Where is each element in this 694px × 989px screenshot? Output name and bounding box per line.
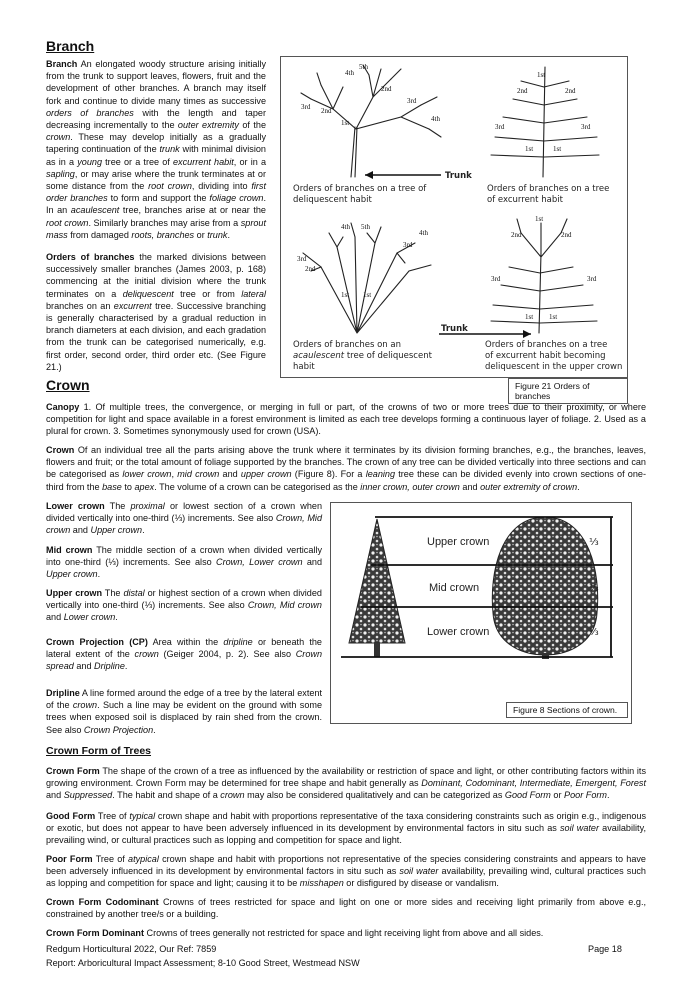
order-label-5th: 5th — [359, 63, 368, 71]
upper-crown-definition: Upper crown The distal or highest section of a crown when divided vertically into one-third (⅓) increments. See also Crown, Mid crown and Lower crown. — [46, 588, 322, 623]
trunk-label-top: Trunk — [445, 171, 472, 181]
svg-text:1st: 1st — [553, 145, 562, 153]
svg-text:2nd: 2nd — [561, 231, 572, 239]
svg-text:2nd: 2nd — [511, 231, 522, 239]
figure-8-caption: Figure 8 Sections of crown. — [506, 702, 628, 718]
svg-text:3rd: 3rd — [491, 275, 501, 283]
svg-text:2nd: 2nd — [517, 87, 528, 95]
acaulescent-caption-line3: habit — [293, 362, 315, 372]
svg-text:1st: 1st — [341, 291, 350, 299]
poor-form-definition: Poor Form Tree of atypical crown shape and habit with proportions not representative of the species considering constraints and appears to have been adversely influenced in its development by environmental factors in situ such as soil water availability, prevailing wind, cultural practices such as lopping and competition for space and light; causing it to be misshapen or disfigured by disease or vandalism. — [46, 854, 646, 889]
acaulescent-tree-drawing — [293, 223, 433, 372]
svg-text:4th: 4th — [419, 229, 428, 237]
deliquescent-caption-line1: Orders of branches on a tree of — [293, 184, 427, 194]
svg-text:3rd: 3rd — [407, 97, 417, 105]
figure-21-caption: Figure 21 Orders of branches — [508, 378, 628, 404]
svg-text:5th: 5th — [361, 223, 370, 231]
lower-crown-label: Lower crown — [427, 626, 490, 638]
svg-text:2nd: 2nd — [305, 265, 316, 273]
excurrent-caption-line1: Orders of branches on a tree — [487, 184, 610, 194]
footer-company: Redgum Horticultural 2022, Our Ref: 7859 — [46, 944, 217, 954]
mid-crown-label: Mid crown — [429, 582, 480, 594]
lower-third-label: ⅓ — [589, 627, 599, 638]
trunk-pointer-bottom — [439, 324, 531, 338]
svg-text:1st: 1st — [525, 313, 534, 321]
order-label-2nd: 2nd — [321, 107, 332, 115]
upper-crown-label: Upper crown — [427, 536, 490, 548]
excurrent-caption-line2: of excurrent habit — [487, 195, 563, 205]
orders-of-branches-definition: Orders of branches the marked divisions between successively smaller branches (James 2003, p. 168) commencing at the initial division where the trunk terminates on a deliquescent tree or from lateral branches on an excurrent tree. Successive branching is generally characterised by a gradual reduction in branch diameters at each division, and each gradation from the trunk can be categorised numerically, e.g. first order, second order, third order etc. (See Figure 21.) — [46, 252, 266, 372]
svg-text:4th: 4th — [341, 223, 350, 231]
branch-definition: Branch An elongated woody structure arising initially from the trunk to support leaves, flowers, fruit and the development of other branches. A branch may itself fork and continue to divide many times as successive orders of branches with the length and taper decreasing incrementally to the outer extremity of the crown. These may develop initially as a gradually tapering continuation of the trunk with minimal division as in a young tree or a tree of excurrent habit, or in a sapling, or may arise where the trunk terminates at or some distance from the root crown, dividing into first order branches to form and support the foliage crown. In an acaulescent tree, branches arise at or near the root crown. Similarly branches may arise from a sprout mass from damaged roots, branches or trunk. — [46, 59, 267, 240]
acaulescent-caption-line2: acaulescent tree of deliquescent — [293, 351, 432, 361]
crown-form-definition: Crown Form The shape of the crown of a tree as influenced by the availability or restriction of space and light, or other contributing factors within its growing environment. Crown Form may be determined for tree shape and habit generally as Dominant, Codominant, Intermediate, Emergent, Forest and Suppressed. The habit and shape of a crown may also be considered qualitatively and can be categorized as Good Form or Poor Form. — [46, 766, 646, 801]
dripline-definition: Dripline A line formed around the edge of a tree by the lateral extent of the crown. Such a line may be evident on the ground with some trees when exposed soil is displaced by rain shed from the crown. See also Crown Projection. — [46, 688, 323, 735]
trunk-label-bottom: Trunk — [441, 324, 468, 334]
trunk-pointer-top — [365, 171, 472, 181]
lower-crown-definition: Lower crown The proximal or lowest section of a crown when divided vertically into one-third (⅓) increments. See also Crown, Mid crown and Upper crown. — [46, 501, 323, 536]
good-form-definition: Good Form Tree of typical crown shape and habit with proportions representative of the taxa considering constraints such as origin e.g., indigenous or exotic, but does not appear to have been adversely influenced in its development by environmental factors in situ such as soil water availability, prevailing wind, or cultural practices such as lopping and competition for space and light. — [46, 811, 647, 846]
svg-text:2nd: 2nd — [565, 87, 576, 95]
branch-heading: Branch — [46, 38, 95, 54]
canopy-definition: Canopy 1. Of multiple trees, the convergence, or merging in full or part, of the crowns of two or more trees due to their proximity, or where competition for light and space available in a forest environment is limited as each tree develops forming a continuous layer of foliage. 2. Used as a plural for crown. 3. Sometimes synonymously used for crown (USA). — [46, 402, 646, 437]
svg-text:3rd: 3rd — [297, 255, 307, 263]
acaulescent-caption-line1: Orders of branches on an — [293, 340, 401, 350]
order-label-1st: 1st — [341, 119, 350, 127]
broadleaf-tree-silhouette — [492, 517, 597, 655]
footer-report: Report: Arboricultural Impact Assessment; 8-10 Good Street, Westmead NSW — [46, 958, 360, 968]
order-label-3rd: 3rd — [301, 103, 311, 111]
svg-text:3rd: 3rd — [581, 123, 591, 131]
svg-text:1st: 1st — [363, 291, 372, 299]
excurrent-deliquescent-caption-line2: of excurrent habit becoming — [485, 351, 606, 361]
deliquescent-tree-drawing — [293, 63, 441, 205]
mid-crown-definition: Mid crown The middle section of a crown when divided vertically into one-third (⅓) increments. See also Crown, Lower crown and Upper crown. — [46, 545, 322, 580]
svg-text:3rd: 3rd — [587, 275, 597, 283]
excurrent-tree-drawing — [487, 67, 609, 205]
crown-form-heading: Crown Form of Trees — [46, 745, 152, 757]
mid-third-label: ⅓ — [589, 583, 599, 594]
svg-text:3rd: 3rd — [403, 241, 413, 249]
dominant-form-definition: Crown Form Dominant Crowns of trees generally not restricted for space and light receiving light from above and all sides. — [46, 928, 544, 938]
order-label-4th: 4th — [345, 69, 354, 77]
svg-text:1st: 1st — [549, 313, 558, 321]
svg-text:3rd: 3rd — [495, 123, 505, 131]
deliquescent-caption-line2: deliquescent habit — [293, 195, 372, 205]
upper-third-label: ⅓ — [589, 537, 599, 548]
figure-21-orders-of-branches — [280, 56, 628, 378]
crown-projection-definition: Crown Projection (CP) Area within the dripline or beneath the lateral extent of the crown (Geiger 2004, p. 2). See also Crown spread and Dripline. — [46, 637, 323, 672]
svg-text:1st: 1st — [537, 71, 546, 79]
excurrent-deliquescent-tree-drawing — [485, 215, 622, 372]
svg-text:4th: 4th — [431, 115, 440, 123]
svg-text:2nd: 2nd — [381, 85, 392, 93]
svg-text:1st: 1st — [535, 215, 544, 223]
orders-of-branches-diagram — [281, 57, 627, 377]
excurrent-deliquescent-caption-line3: deliquescent in the upper crown — [485, 362, 623, 372]
footer-page-number: Page 18 — [588, 944, 622, 954]
svg-text:1st: 1st — [525, 145, 534, 153]
crown-definition: Crown Of an individual tree all the parts arising above the trunk where it terminates by its division forming branches, e.g., the branches, leaves, flowers and fruit; or the total amount of foliage supported by the branches. The crown of any tree can be divided vertically into three sections and can be categorised as lower crown, mid crown and upper crown (Figure 8). For a leaning tree these can be divided evenly into crown sections of one-third from the base to apex. The volume of a crown can be categorised as the inner crown, outer crown and outer extremity of crown. — [46, 445, 646, 492]
codominant-form-definition: Crown Form Codominant Crowns of trees restricted for space and light on one or more sides and receiving light primarily from above e.g., constrained by another tree/s or a building. — [46, 897, 646, 920]
crown-heading: Crown — [46, 377, 90, 393]
crown-sections-diagram — [331, 503, 631, 723]
excurrent-deliquescent-caption-line1: Orders of branches on a tree — [485, 340, 608, 350]
conifer-tree-silhouette — [349, 519, 405, 643]
figure-8-sections-of-crown — [330, 502, 632, 724]
